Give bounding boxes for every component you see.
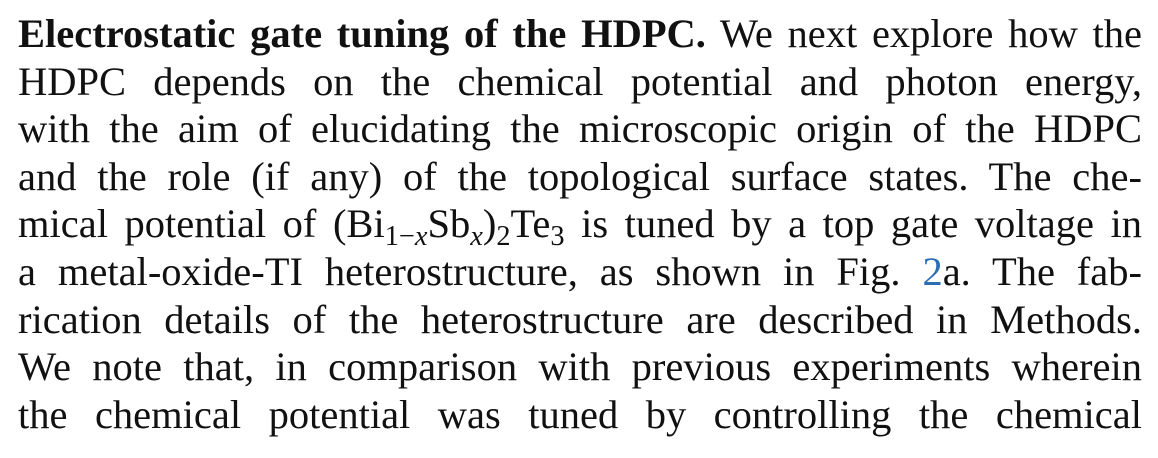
text-line-5: [18, 200, 1143, 253]
text-line-2: HDPC depends on the chemical potential and photon energy,: [18, 58, 1142, 104]
text-line-9: the chemical potential was tuned by controlling the chemical: [18, 391, 1142, 437]
line-6-text-b: a. The fab-: [942, 248, 1142, 294]
chemical-formula: $(Bi_{1-x}Sb_x)_2Te_3$: [332, 201, 565, 253]
section-heading: Electrostatic gate tuning of the HDPC.: [18, 11, 706, 56]
line-6-text-a: a metal-oxide-TI heterostructure, as shown in Fig.: [18, 248, 901, 294]
line-5-text-b: is tuned by a top gate voltage in: [581, 201, 1143, 247]
line-5-text-a: mical potential of: [18, 201, 317, 247]
text-line-4: and the role (if any) of the topological surface states. The che-: [18, 153, 1142, 199]
text-line-8: We note that, in comparison with previous experiments wherein: [18, 344, 1142, 390]
text-line-3: with the aim of elucidating the microscopic origin of the HDPC: [18, 106, 1142, 152]
paper-paragraph: [18, 10, 1142, 438]
text-line-7: rication details of the heterostructure are described in Methods.: [18, 296, 1142, 342]
line-1-text: We next explore how the: [719, 11, 1142, 56]
figure-reference-link[interactable]: 2: [922, 248, 943, 294]
text-line-6: [18, 248, 1142, 296]
text-line-1: [18, 10, 1142, 58]
